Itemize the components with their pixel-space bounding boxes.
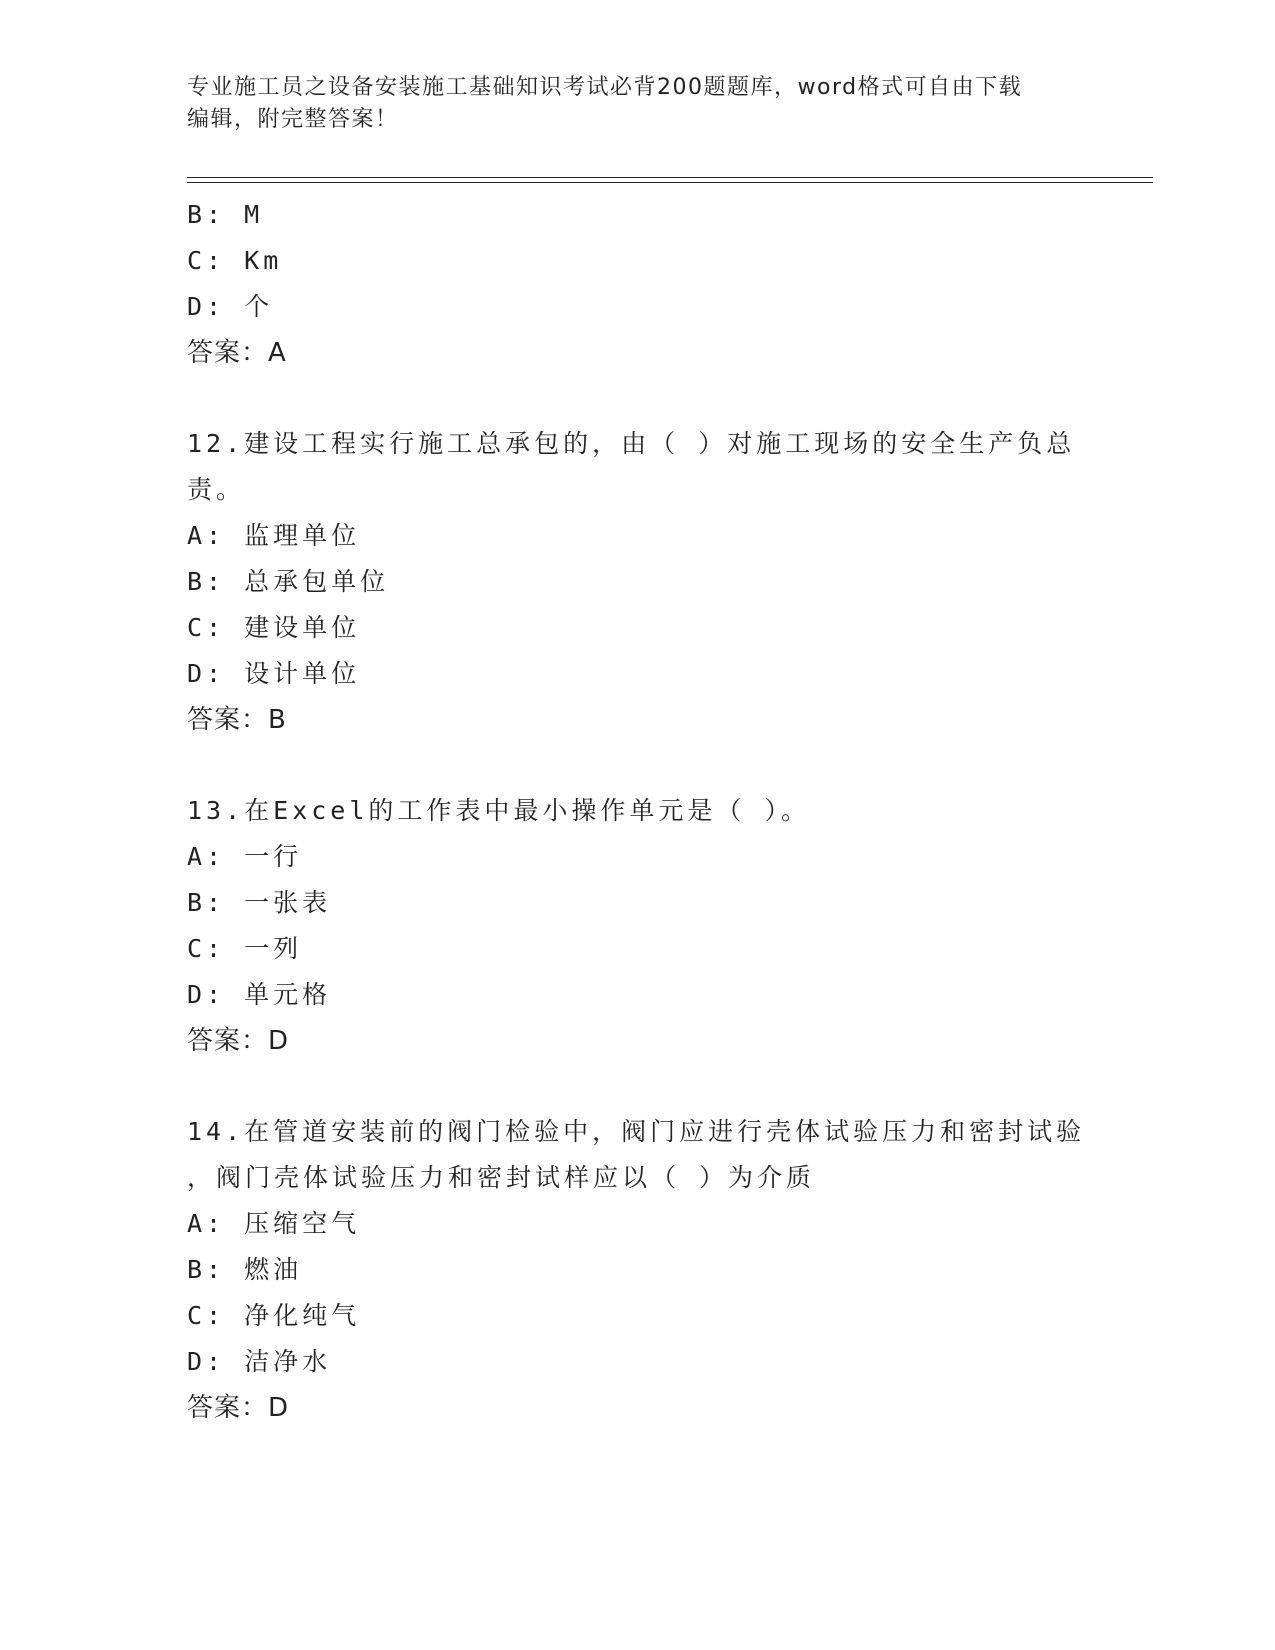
option-d: D: 设计单位 — [187, 659, 361, 688]
question-12 — [187, 421, 1087, 743]
question-text-line: 13.在Excel的工作表中最小操作单元是（ ）。 — [187, 796, 810, 825]
spacer — [187, 1064, 1087, 1109]
option-b: B: M — [187, 200, 264, 229]
question-text-line: ，阀门壳体试验压力和密封试样应以（ ）为介质 — [187, 1163, 816, 1192]
option-c: C: Km — [187, 246, 283, 275]
question-list — [187, 192, 1087, 1431]
option-c: C: 净化纯气 — [187, 1301, 361, 1330]
spacer — [187, 376, 1087, 421]
question-fragment — [187, 192, 1087, 376]
option-a: A: 监理单位 — [187, 521, 361, 550]
option-d: D: 个 — [187, 292, 274, 321]
option-d: D: 单元格 — [187, 980, 332, 1009]
header-rule-top — [187, 177, 1153, 178]
answer-line: 答案：D — [187, 1026, 290, 1056]
question-text-line: 责。 — [187, 475, 246, 504]
header-line-1: 专业施工员之设备安装施工基础知识考试必背200题题库，word格式可自由下载 — [187, 75, 1023, 100]
document-header — [187, 72, 1087, 136]
answer-line: 答案：A — [187, 338, 287, 368]
question-text-line: 14.在管道安装前的阀门检验中，阀门应进行壳体试验压力和密封试验 — [187, 1117, 1086, 1146]
question-14 — [187, 1109, 1087, 1431]
header-rule-bottom — [187, 182, 1153, 183]
question-text-line: 12.建设工程实行施工总承包的，由（ ）对施工现场的安全生产负总 — [187, 429, 1076, 458]
spacer — [187, 743, 1087, 788]
option-a: A: 一行 — [187, 842, 303, 871]
answer-line: 答案：B — [187, 705, 287, 735]
option-b: B: 一张表 — [187, 888, 332, 917]
option-c: C: 一列 — [187, 934, 303, 963]
option-c: C: 建设单位 — [187, 613, 361, 642]
option-a: A: 压缩空气 — [187, 1209, 361, 1238]
question-13 — [187, 788, 1087, 1064]
answer-line: 答案：D — [187, 1393, 290, 1423]
header-line-2: 编辑，附完整答案！ — [187, 107, 399, 132]
option-b: B: 总承包单位 — [187, 567, 390, 596]
option-b: B: 燃油 — [187, 1255, 303, 1284]
option-d: D: 洁净水 — [187, 1347, 332, 1376]
